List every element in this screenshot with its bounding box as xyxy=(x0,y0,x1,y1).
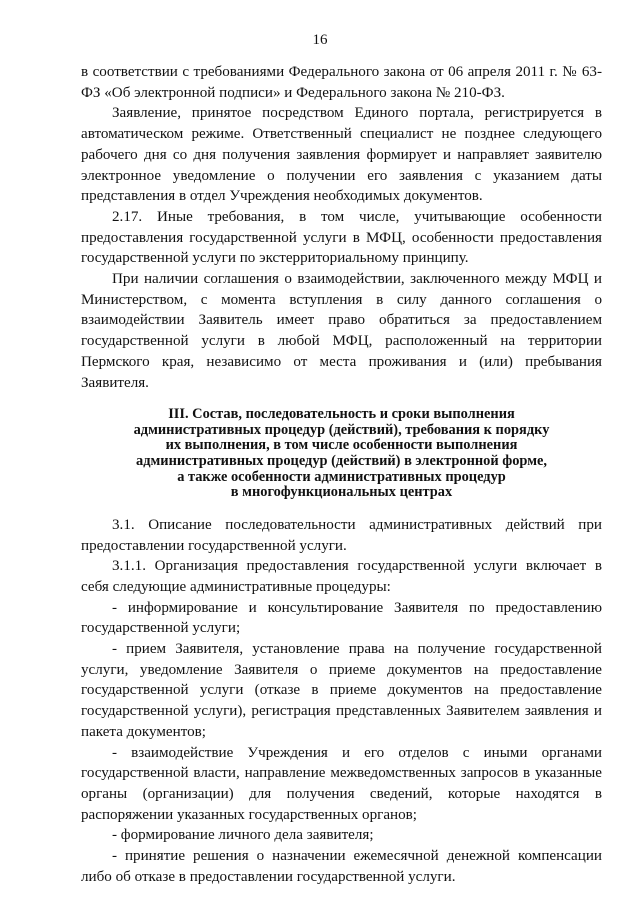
paragraph-2-17: 2.17. Иные требования, в том числе, учитывающие особенности предоставления государственной услуги в МФЦ, особенности предоставления государственной услуги по экстерриториальному принципу. xyxy=(81,208,602,267)
paragraph: в соответствии с требованиями Федерального закона от 06 апреля 2011 г. № 63-ФЗ «Об электронной подписи» и Федерального закона № 210-ФЗ. xyxy=(81,64,602,101)
section-heading-line: в многофункциональных центрах xyxy=(230,484,453,501)
section-heading-line: административных процедур (действий), требования к порядку xyxy=(133,421,550,438)
list-item: - принятие решения о назначении ежемесячной денежной компенсации либо об отказе в предоставлении государственной услуги. xyxy=(81,848,602,885)
section-heading-line: административных процедур (действий) в электронной форме, xyxy=(136,453,547,470)
document-body xyxy=(81,62,602,887)
list-item: - формирование личного дела заявителя; xyxy=(112,827,374,844)
paragraph-3-1: 3.1. Описание последовательности административных действий при предоставлении государственной услуги. xyxy=(81,516,602,554)
paragraph: Заявление, принятое посредством Единого портала, регистрируется в автоматическом режиме. Ответственный специалист не позднее следующего рабочего дня со дня получения заявления формирует и направляет заявителю электронное уведомление о получении его заявления с указанием даты представления в отдел Учреждения необходимых документов. xyxy=(81,105,602,205)
section-heading-line: а также особенности административных процедур xyxy=(177,468,506,485)
section-heading-line: их выполнения, в том числе особенности выполнения xyxy=(165,437,518,454)
page-number: 16 xyxy=(312,32,328,48)
list-item: - информирование и консультирование Заявителя по предоставлению государственной услуги; xyxy=(81,599,602,637)
section-heading xyxy=(81,407,602,501)
list-item: - взаимодействие Учреждения и его отделов с иными органами государственной власти, направление межведомственных запросов в указанные органы (организации) для получения сведений, которые находятся в распоряжении указанных государственных органов; xyxy=(81,744,602,823)
list-item: - прием Заявителя, установление права на получение государственной услуги, уведомление Заявителя о приеме документов на предоставление государственной услуги (отказе в приеме документов на предоставление государственной услуги), регистрация представленных Заявителем заявления и пакета документов; xyxy=(81,641,602,740)
section-heading-line: III. Состав, последовательность и сроки выполнения xyxy=(168,406,515,423)
paragraph-3-1-1: 3.1.1. Организация предоставления государственной услуги включает в себя следующие административные процедуры: xyxy=(81,558,602,595)
paragraph: При наличии соглашения о взаимодействии, заключенного между МФЦ и Министерством, с момента вступления в силу данного соглашения о взаимодействии Заявитель имеет право обратиться за предоставлением государственной услуги в любой МФЦ, расположенный на территории Пермского края, независимо от места проживания и (или) пребывания Заявителя. xyxy=(81,271,602,391)
